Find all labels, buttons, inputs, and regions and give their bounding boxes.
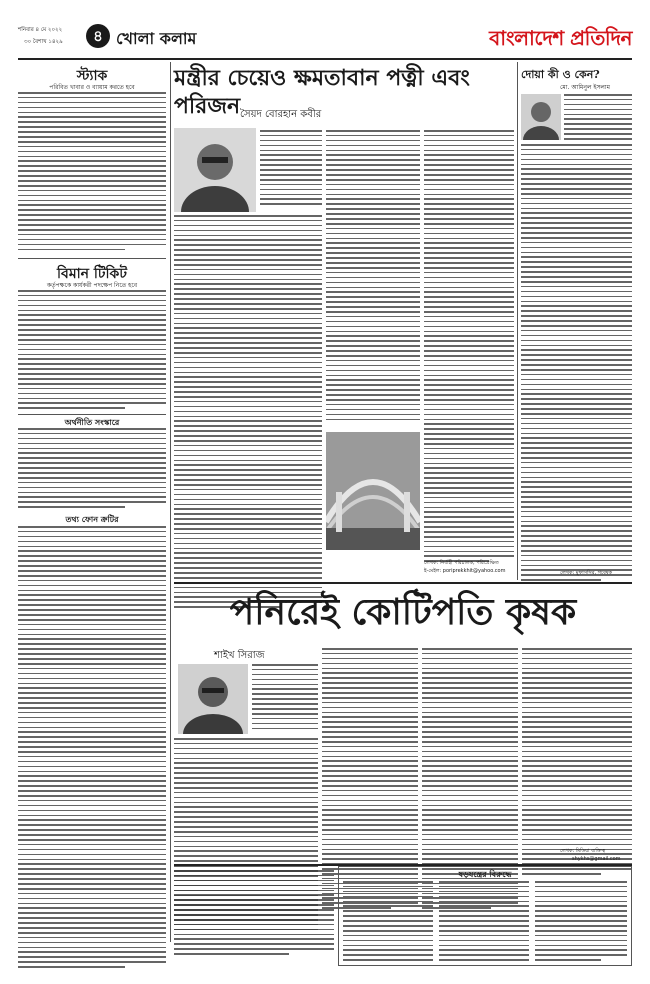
sidebar-sign: লেখক: মুফাসসির, গবেষক (560, 570, 612, 576)
column-rule (170, 62, 171, 942)
economy-text (18, 428, 166, 511)
architecture-photo (326, 432, 420, 550)
plane-text (18, 290, 166, 412)
bottom-box-title: ষড়যন্ত্রের বিরুদ্ধে (458, 869, 512, 879)
lead-column-1b (174, 215, 322, 611)
building-graphic (326, 432, 420, 550)
lead-headline: মন্ত্রীর চেয়েও ক্ষমতাবান পত্নী এবং পরিজন (174, 65, 470, 119)
bottom-box-col-1 (343, 881, 433, 964)
page-number-badge (86, 24, 110, 48)
divider (18, 414, 166, 415)
portrait-graphic (174, 128, 256, 212)
second-sign: লেখক: মিডিয়া ব্যক্তিত্ব (560, 848, 606, 854)
brand-logo: বাংলাদেশ প্রতিদিন (489, 26, 632, 50)
second-email: shykhs@gmail.com (572, 856, 621, 862)
sidebar-title: দোয়া কী ও কেন? (521, 68, 600, 81)
divider (18, 258, 166, 259)
plane-subheading: কর্তৃপক্ষকে কার্যকরী পদক্ষেপ নিতে হবে (46, 282, 138, 289)
left-column (18, 62, 166, 582)
sidebar-author: মো. আমিনুল ইসলাম (560, 84, 610, 91)
section-divider (174, 582, 632, 584)
plane-heading: বিমান টিকিট (57, 266, 127, 282)
author-photo (174, 128, 256, 212)
date-line-2: ৩০ বৈশাখ ১৪২৯ (24, 39, 63, 45)
lead-email: ই-মেইল: poriprekkhit@yahoo.com (424, 568, 506, 574)
second-headline: পনিরেই কোটিপতি কৃষক (229, 591, 577, 633)
second-column-1-side (252, 664, 318, 732)
second-author-photo (178, 664, 248, 734)
masthead-rule (18, 58, 632, 60)
page-number: ৪ (93, 27, 103, 45)
bottom-box-col-3 (535, 881, 627, 964)
stack-text (18, 92, 166, 253)
bottom-box-col-2 (439, 881, 529, 964)
second-column-4 (522, 648, 632, 878)
lead-sign: লেখক: নির্বাহী পরিচালক, পরিপ্রেক্ষিত (424, 560, 499, 566)
lead-column-3 (424, 130, 514, 565)
section-title: খোলা কলাম (116, 29, 197, 48)
sidebar-text (521, 144, 632, 584)
bottom-left-text (174, 870, 334, 958)
left-column-continued (18, 526, 166, 971)
lead-column-1 (260, 130, 322, 208)
masthead (18, 24, 632, 58)
stack-subheading: পরিবিত খাবার ও ব্যায়াম করতে হবে (49, 84, 135, 91)
lead-column-2 (326, 130, 420, 423)
lead-author: সৈয়দ বোরহান কবীর (240, 109, 322, 120)
stack-heading: স্ট্যাক (76, 68, 108, 84)
sidebar-photo (521, 94, 561, 140)
economy-heading: অর্থনীতি সংস্কারে (64, 417, 120, 427)
bottom-box (338, 866, 632, 966)
tech-heading: তথ্য ফোন ক্রটির (65, 514, 119, 524)
portrait-graphic (521, 94, 561, 140)
date-line: শনিবার ৪ মে ২০২২ (18, 27, 63, 33)
sidebar-text-top (564, 94, 632, 143)
second-author: শাইখ সিরাজ (214, 650, 265, 661)
portrait-graphic (178, 664, 248, 734)
column-rule (517, 62, 518, 580)
